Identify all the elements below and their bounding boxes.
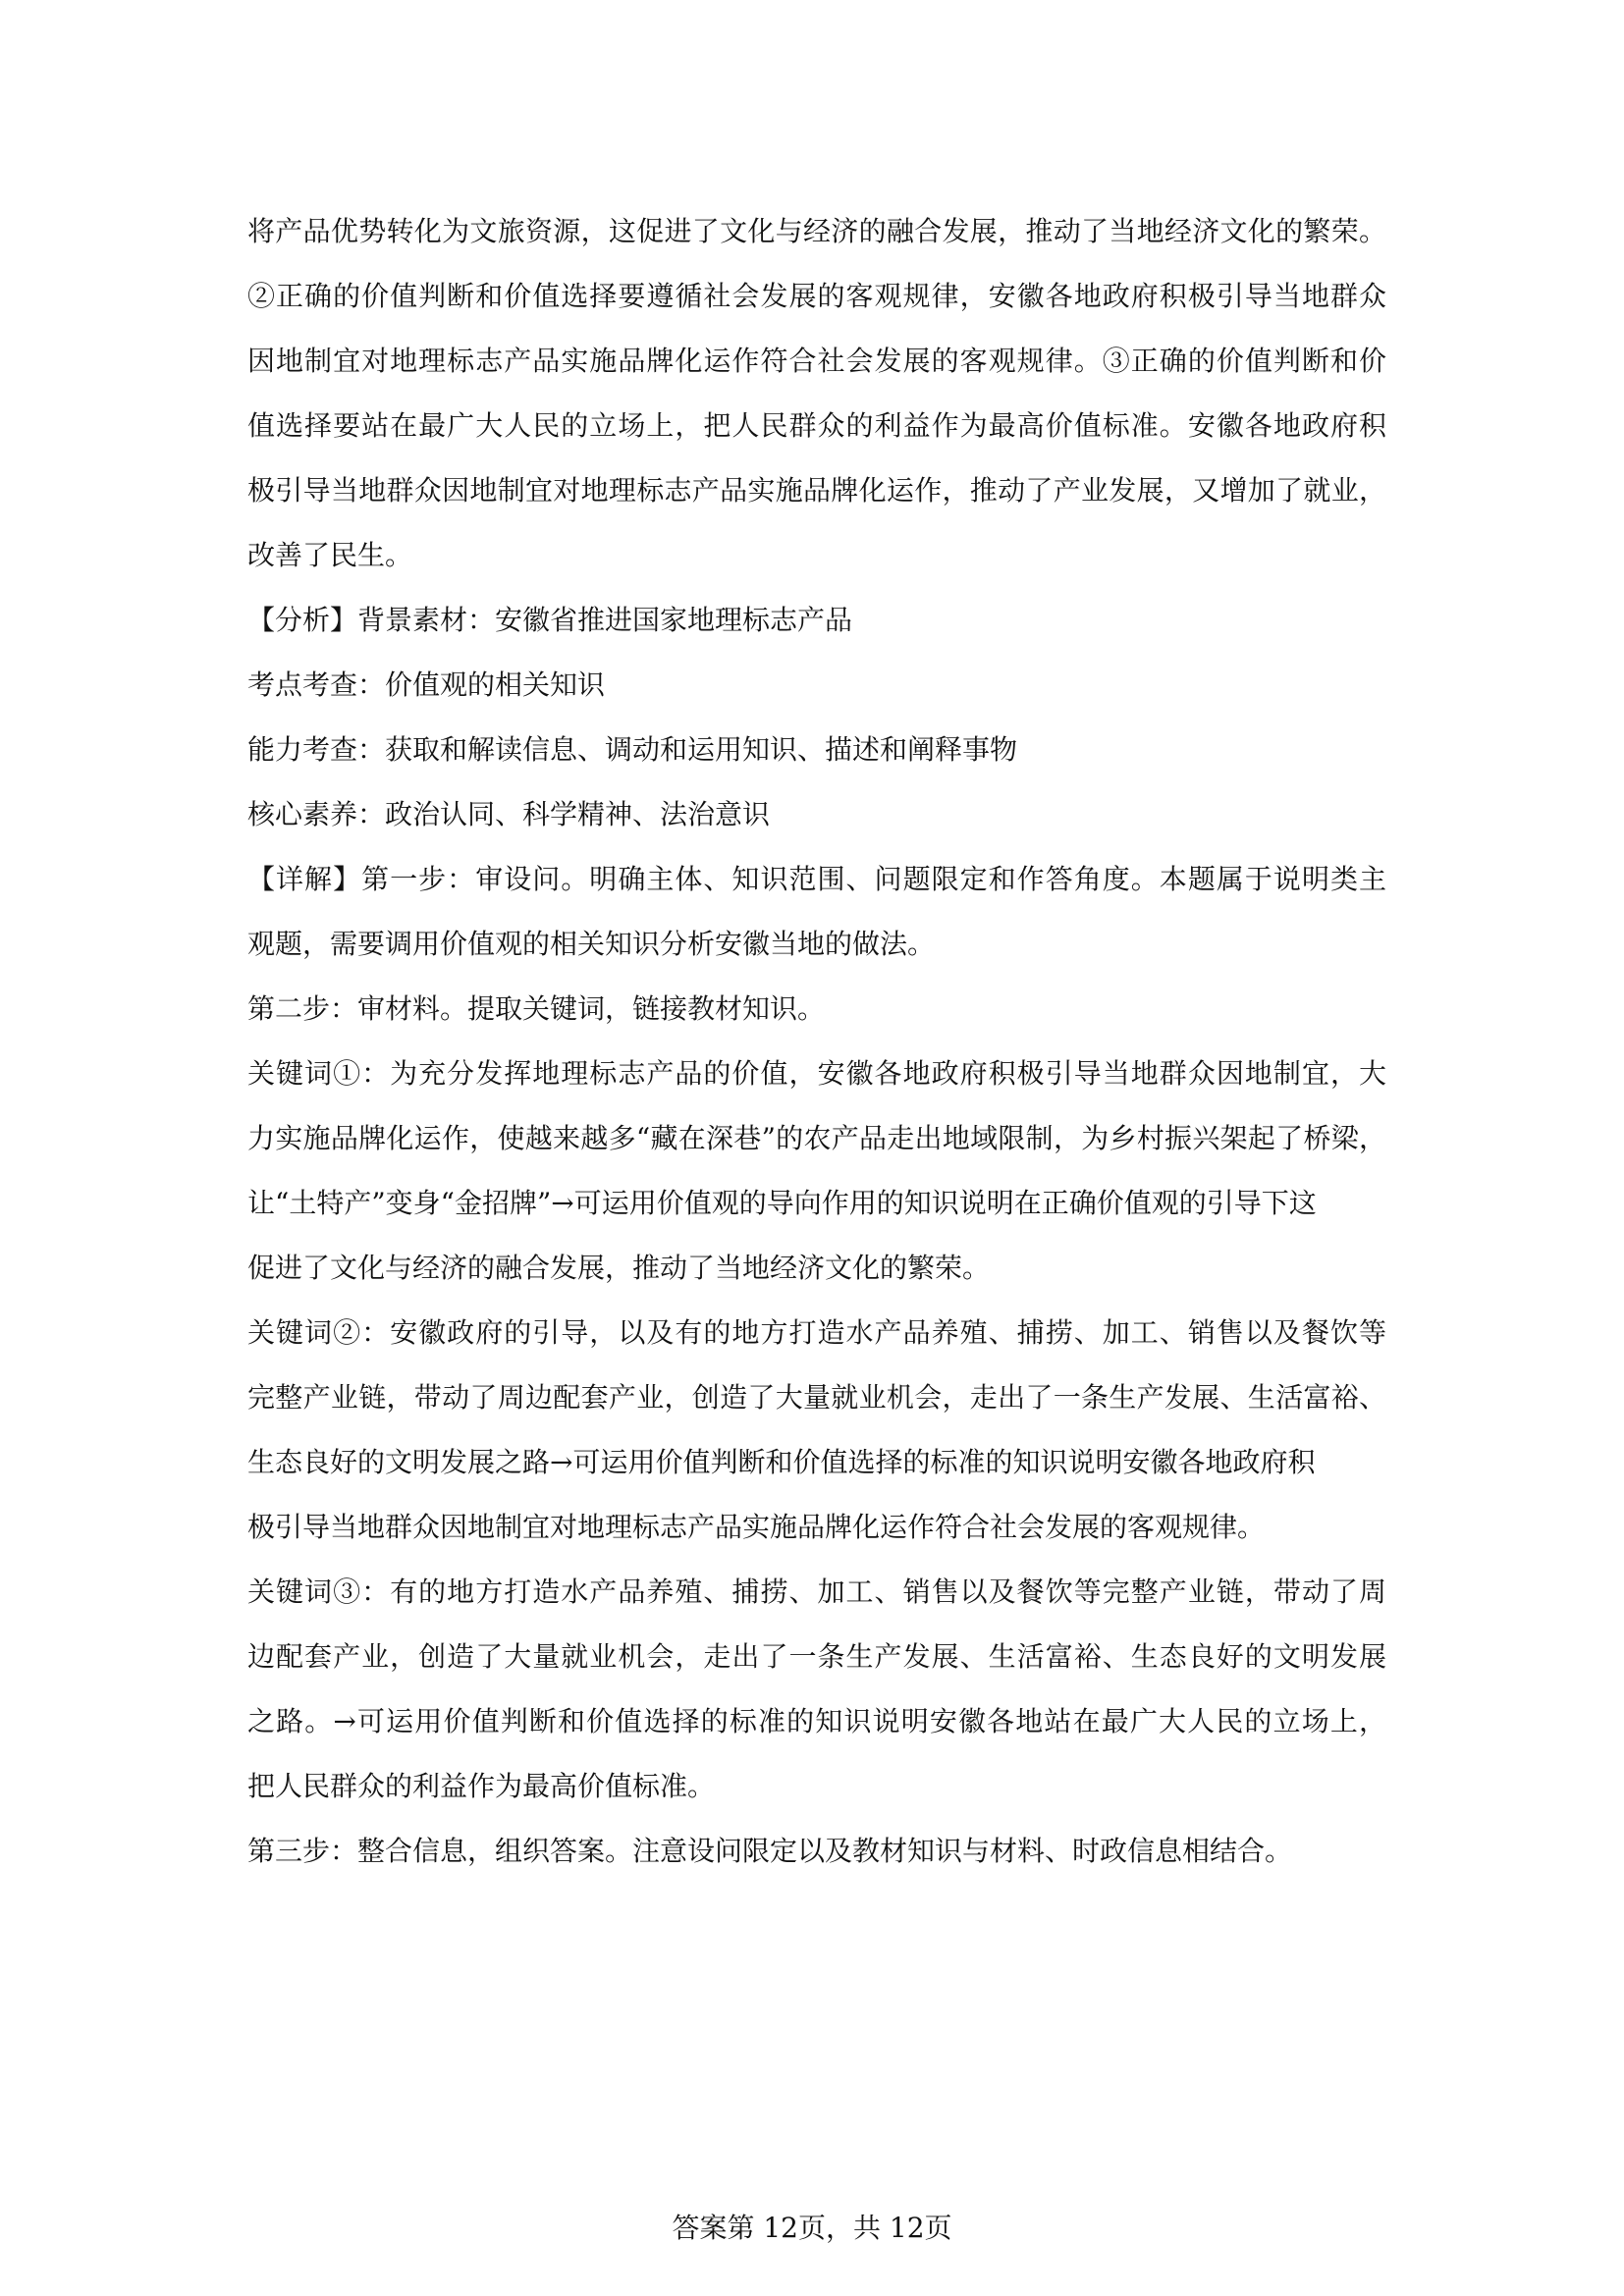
text-line: 完整产业链，带动了周边配套产业，创造了大量就业机会，走出了一条生产发展、生活富裕、	[247, 1381, 1386, 1414]
text-line: 能力考查：获取和解读信息、调动和运用知识、描述和阐释事物	[247, 733, 1018, 766]
answer-explanation-text	[247, 204, 1386, 1889]
text-line: 考点考查：价值观的相关知识	[247, 668, 606, 701]
text-line: 促进了文化与经济的融合发展，推动了当地经济文化的繁荣。	[247, 1252, 991, 1284]
text-line: 值选择要站在最广大人民的立场上，把人民群众的利益作为最高价值标准。安徽各地政府积	[247, 409, 1386, 442]
text-line: 观题，需要调用价值观的相关知识分析安徽当地的做法。	[247, 928, 936, 960]
text-line: 极引导当地群众因地制宜对地理标志产品实施品牌化运作，推动了产业发展，又增加了就业，	[247, 474, 1386, 507]
text-line: 因地制宜对地理标志产品实施品牌化运作符合社会发展的客观规律。③正确的价值判断和价	[247, 345, 1386, 377]
text-line: 将产品优势转化为文旅资源，这促进了文化与经济的融合发展，推动了当地经济文化的繁荣。	[247, 215, 1386, 247]
text-line: 生态良好的文明发展之路→可运用价值判断和价值选择的标准的知识说明安徽各地政府积	[247, 1446, 1316, 1478]
text-line: 边配套产业，创造了大量就业机会，走出了一条生产发展、生活富裕、生态良好的文明发展	[247, 1640, 1386, 1673]
text-line: 把人民群众的利益作为最高价值标准。	[247, 1770, 716, 1802]
text-line: 力实施品牌化运作，使越来越多“藏在深巷”的农产品走出地域限制，为乡村振兴架起了桥梁，	[247, 1122, 1386, 1154]
page-footer: 答案第 12页，共 12页	[672, 2212, 952, 2244]
keyword-two-line: 关键词②：安徽政府的引导，以及有的地方打造水产品养殖、捕捞、加工、销售以及餐饮等	[247, 1316, 1386, 1349]
keyword-three-line: 关键词③：有的地方打造水产品养殖、捕捞、加工、销售以及餐饮等完整产业链，带动了周	[247, 1575, 1386, 1608]
analysis-heading-line: 【分析】背景素材：安徽省推进国家地理标志产品	[247, 604, 853, 636]
text-line: ②正确的价值判断和价值选择要遵循社会发展的客观规律，安徽各地政府积极引导当地群众	[247, 280, 1386, 312]
text-line: 极引导当地群众因地制宜对地理标志产品实施品牌化运作符合社会发展的客观规律。	[247, 1511, 1266, 1543]
text-line: 让“土特产”变身“金招牌”→可运用价值观的导向作用的知识说明在正确价值观的引导下这	[247, 1187, 1317, 1219]
step-two-line: 第二步：审材料。提取关键词，链接教材知识。	[247, 992, 826, 1025]
keyword-one-line: 关键词①：为充分发挥地理标志产品的价值，安徽各地政府积极引导当地群众因地制宜，大	[247, 1057, 1386, 1090]
step-three-line: 第三步：整合信息，组织答案。注意设问限定以及教材知识与材料、时政信息相结合。	[247, 1835, 1293, 1867]
text-line: 核心素养：政治认同、科学精神、法治意识	[247, 798, 771, 830]
text-line: 改善了民生。	[247, 539, 413, 571]
detail-heading-line: 【详解】第一步：审设问。明确主体、知识范围、问题限定和作答角度。本题属于说明类主	[247, 863, 1386, 895]
text-line: 之路。→可运用价值判断和价值选择的标准的知识说明安徽各地站在最广大人民的立场上，	[247, 1705, 1386, 1737]
